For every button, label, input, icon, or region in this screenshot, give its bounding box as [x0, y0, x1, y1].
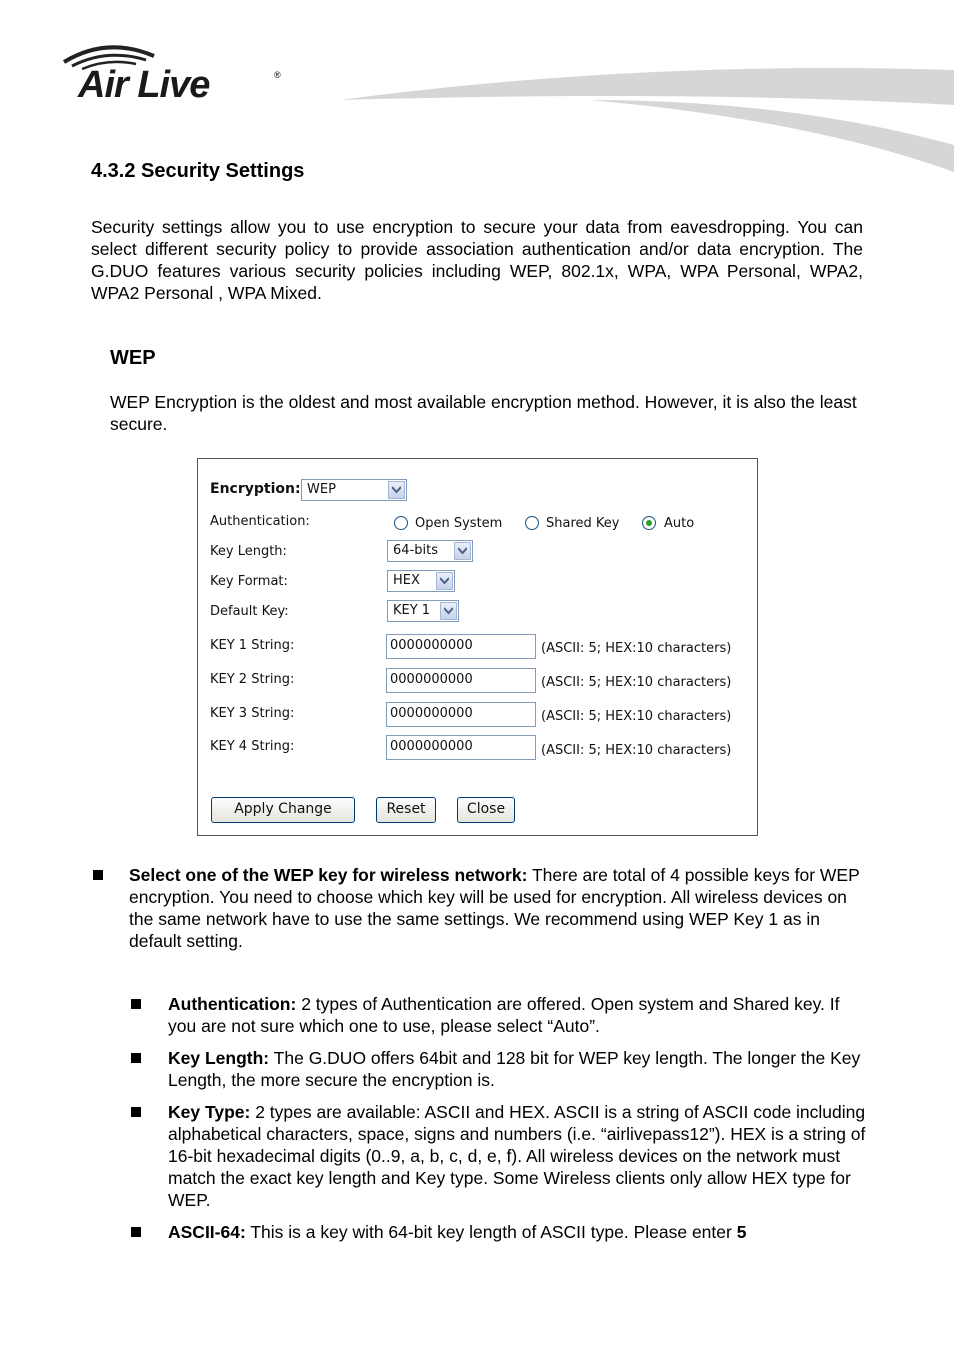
bullet-square-icon: [131, 999, 141, 1009]
bullet-square-icon: [131, 1107, 141, 1117]
radio-label-auto: Auto: [664, 516, 695, 531]
section-title: 4.3.2 Security Settings: [91, 160, 305, 182]
key4-input[interactable]: 0000000000: [386, 735, 536, 760]
apply-change-button[interactable]: Apply Change: [211, 797, 355, 823]
key-format-label: Key Format:: [210, 574, 288, 589]
bullet-term: Select one of the WEP key for wireless network:: [129, 865, 528, 885]
key1-label: KEY 1 String:: [210, 638, 295, 653]
registered-mark: ®: [274, 70, 281, 80]
key4-hint: (ASCII: 5; HEX:10 characters): [541, 743, 732, 758]
bullet-text: There are total of 4 possible keys for WEP encryption. You need to choose which key will be used for encryption. All wireless devices on the same network have to use the same settings. We recommend using WEP Key 1 as in default setting.: [129, 865, 860, 951]
default-key-label: Default Key:: [210, 604, 289, 619]
encryption-label: Encryption:: [210, 481, 301, 497]
bullet-term: Key Type:: [168, 1102, 251, 1122]
key3-input[interactable]: 0000000000: [386, 702, 536, 727]
bullet-term: ASCII-64:: [168, 1222, 246, 1242]
close-button[interactable]: Close: [457, 797, 515, 823]
chevron-down-icon: [454, 542, 471, 560]
list-item: [168, 1101, 868, 1211]
radio-label-open-system: Open System: [415, 516, 503, 531]
chevron-down-icon: [436, 572, 453, 590]
bullet-text: 2 types of Authentication are offered. Open system and Shared key. If you are not sure which one to use, please select “Auto”.: [168, 994, 840, 1036]
option-bullet-list-3: [168, 1101, 868, 1211]
default-key-select[interactable]: [387, 600, 459, 622]
default-key-value: KEY 1: [393, 603, 431, 618]
chevron-down-icon: [440, 602, 457, 620]
key-length-label: Key Length:: [210, 544, 287, 559]
key1-input[interactable]: 0000000000: [386, 634, 536, 659]
encryption-select[interactable]: [301, 479, 407, 501]
select-key-bullet-list: [129, 864, 869, 952]
logo-text: Air Live: [78, 64, 210, 106]
key-format-value: HEX: [393, 573, 420, 588]
option-bullet-list-2: [168, 1047, 868, 1091]
bullet-term: Authentication:: [168, 994, 297, 1014]
authentication-label: Authentication:: [210, 514, 310, 529]
bullet-text: This is a key with 64-bit key length of ASCII type. Please enter: [245, 1222, 737, 1242]
wep-title: WEP: [110, 347, 156, 369]
radio-label-shared-key: Shared Key: [546, 516, 620, 531]
option-bullet-list-4: [168, 1221, 868, 1243]
radio-shared-key[interactable]: [525, 516, 539, 530]
wep-description: WEP Encryption is the oldest and most available encryption method. However, it is also the least secure.: [110, 392, 857, 434]
bullet-tail: 5: [736, 1222, 747, 1242]
radio-auto[interactable]: [642, 516, 656, 530]
key3-label: KEY 3 String:: [210, 706, 295, 721]
list-item: [168, 1047, 868, 1091]
radio-open-system[interactable]: [394, 516, 408, 530]
key-length-select[interactable]: [387, 540, 473, 562]
bullet-text: 2 types are available: ASCII and HEX. ASCII is a string of ASCII code including alphabetical characters, space, signs and numbers (i.e. “airlivepass12”). HEX is a string of 16-bit hexadecimal digits (0..9, a, b, c, d, e, f). All wireless devices on the network must match the exact key length and Key type. Some Wireless clients only allow HEX type for WEP.: [168, 1102, 866, 1210]
key-length-value: 64-bits: [393, 543, 438, 558]
key4-label: KEY 4 String:: [210, 739, 295, 754]
key2-input[interactable]: 0000000000: [386, 668, 536, 693]
key-format-select[interactable]: [387, 570, 455, 592]
bullet-square-icon: [131, 1053, 141, 1063]
key2-hint: (ASCII: 5; HEX:10 characters): [541, 675, 732, 690]
chevron-down-icon: [388, 481, 405, 499]
airlive-logo: [62, 42, 292, 108]
bullet-square-icon: [93, 870, 103, 880]
reset-button[interactable]: Reset: [376, 797, 436, 823]
list-item: [168, 993, 868, 1037]
bullet-term: Key Length:: [168, 1048, 270, 1068]
wep-settings-panel: [197, 458, 758, 836]
key2-label: KEY 2 String:: [210, 672, 295, 687]
key1-hint: (ASCII: 5; HEX:10 characters): [541, 641, 732, 656]
bullet-square-icon: [131, 1227, 141, 1237]
header-swoosh: [340, 60, 954, 180]
section-intro: Security settings allow you to use encryption to secure your data from eavesdropping. You can select different security policy to provide association authentication and/or data encryption. The G.DUO features various security policies including WEP, 802.1x, WPA, WPA Personal, WPA2, WPA2 Personal , WPA Mixed.: [91, 217, 863, 303]
bullet-text: The G.DUO offers 64bit and 128 bit for WEP key length. The longer the Key Length, the more secure the encryption is.: [168, 1048, 861, 1090]
encryption-value: WEP: [307, 482, 336, 497]
key3-hint: (ASCII: 5; HEX:10 characters): [541, 709, 732, 724]
list-item: [168, 1221, 868, 1243]
option-bullet-list-1: [168, 993, 868, 1037]
list-item: [129, 864, 869, 952]
